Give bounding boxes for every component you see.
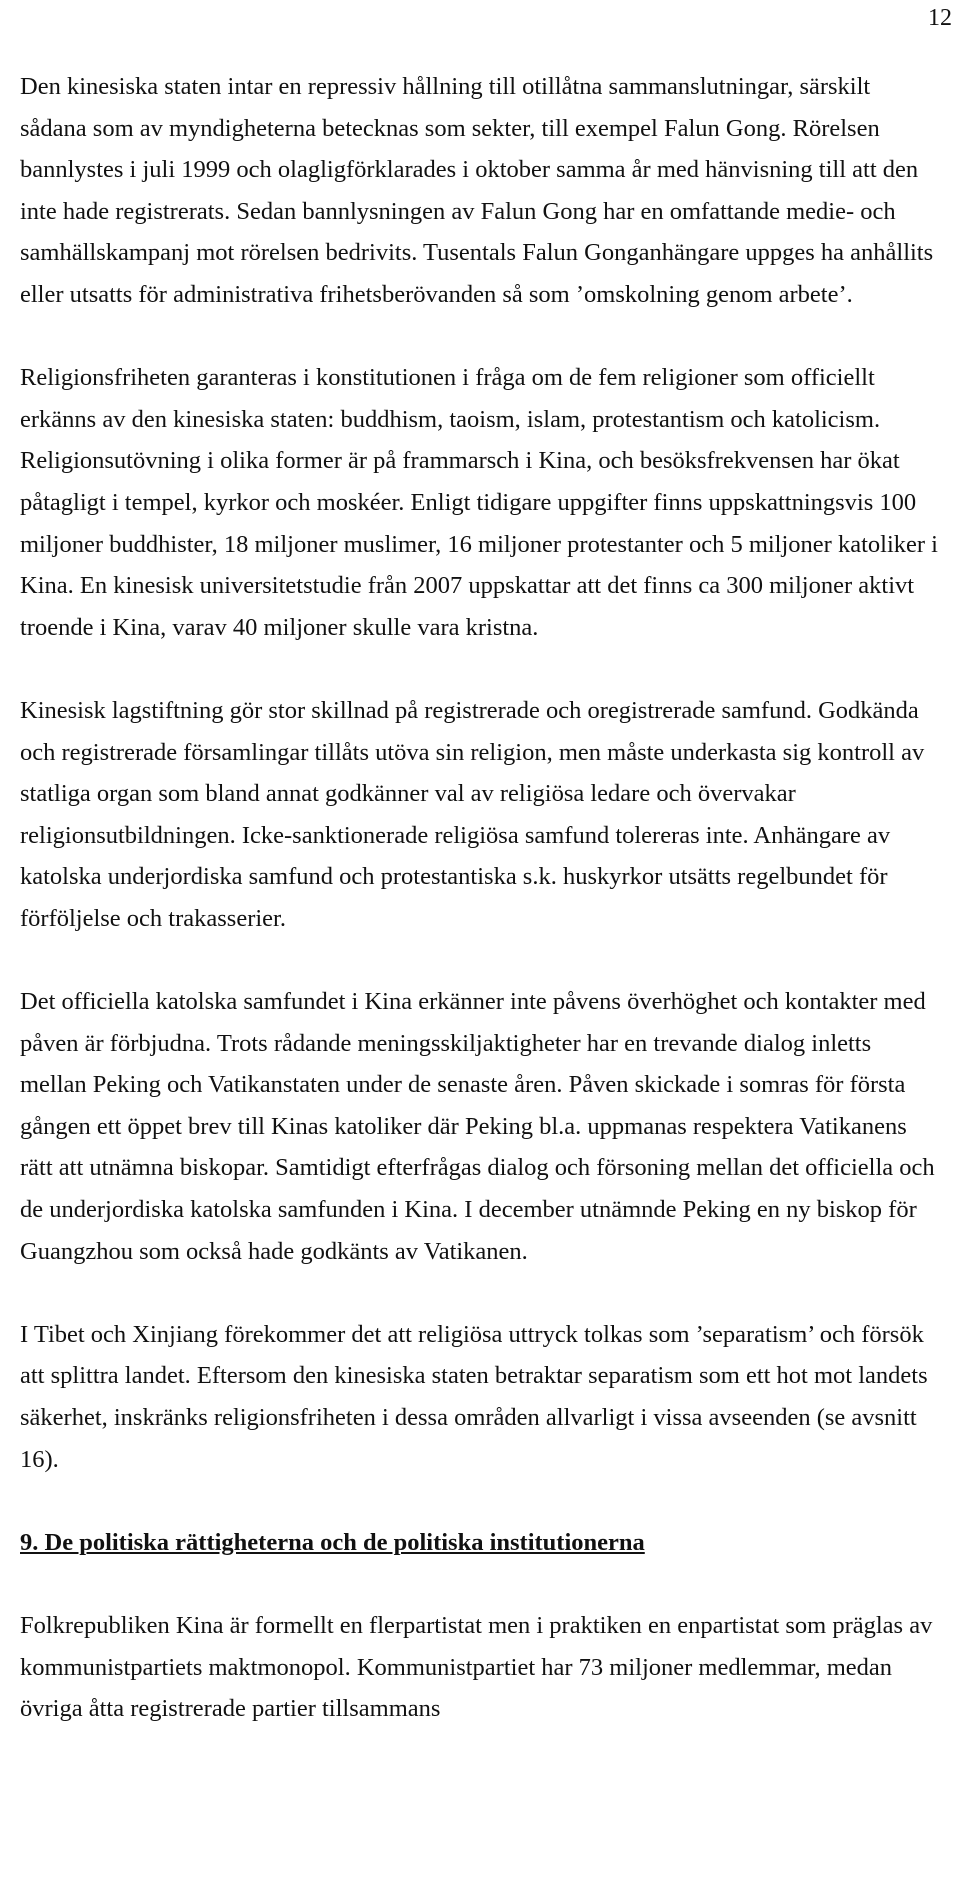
paragraph-political-system: Folkrepubliken Kina är formellt en flerpartistat men i praktiken en enpartistat som präglas av kommunistpartiets maktmonopol. Kommunistpartiet har 73 miljoner medlemmar, medan övriga åtta registrerade partier tillsammans (20, 1611, 933, 1723)
section-heading: 9. De politiska rättigheterna och de politiska institutionerna (20, 1528, 645, 1556)
paragraph-catholic-community: Det officiella katolska samfundet i Kina erkänner inte påvens överhöghet och kontakter med påven är förbjudna. Trots rådande meningsskiljaktigheter har en trevande dialog inletts mellan Peking och Vatikanstaten under de senaste åren. Påven skickade i somras för första gången ett öppet brev till Kinas katoliker där Peking bl.a. uppmanas respektera Vatikanens rätt att utnämna biskopar. Samtidigt efterfrågas dialog och försoning mellan det officiella och de underjordiska katolska samfunden i Kina. I december utnämnde Peking en ny biskop för Guangzhou som också hade godkänts av Vatikanen. (20, 988, 935, 1265)
paragraph-religious-freedom: Religionsfriheten garanteras i konstitutionen i fråga om de fem religioner som officiellt erkänns av den kinesiska staten: buddhism, taoism, islam, protestantism och katolicism. Religionsutövning i olika former är på frammarsch i Kina, och besöksfrekvensen har ökat påtagligt i tempel, kyrkor och moskéer. Enligt tidigare uppgifter finns uppskattningsvis 100 miljoner buddhister, 18 miljoner muslimer, 16 miljoner protestanter och 5 miljoner katoliker i Kina. En kinesisk universitetstudie från 2007 uppskattar att det finns ca 300 miljoner aktivt troende i Kina, varav 40 miljoner skulle vara kristna. (20, 364, 938, 641)
paragraph-tibet-xinjiang: I Tibet och Xinjiang förekommer det att religiösa uttryck tolkas som ’separatism’ och försök att splittra landet. Eftersom den kinesiska staten betraktar separatism som ett hot mot landets säkerhet, inskränks religionsfriheten i dessa områden allvarligt i vissa avseenden (se avsnitt 16). (20, 1320, 928, 1473)
paragraph-registered-communities: Kinesisk lagstiftning gör stor skillnad på registrerade och oregistrerade samfund. Godkända och registrerade församlingar tillåts utöva sin religion, men måste underkasta sig kontroll av statliga organ som bland annat godkänner val av religiösa ledare och övervakar religionsutbildningen. Icke-sanktionerade religiösa samfund tolereras inte. Anhängare av katolska underjordiska samfund och protestantiska s.k. huskyrkor utsätts regelbundet för förföljelse och trakasserier. (20, 696, 925, 932)
paragraph-falun-gong: Den kinesiska staten intar en repressiv hållning till otillåtna sammanslutningar, särskilt sådana som av myndigheterna betecknas som sekter, till exempel Falun Gong. Rörelsen bannlystes i juli 1999 och olagligförklarades i oktober samma år med hänvisning till att den inte hade registrerats. Sedan bannlysningen av Falun Gong har en omfattande medie- och samhällskampanj mot rörelsen bedrivits. Tusentals Falun Gonganhängare uppges ha anhållits eller utsatts för administrativa frihetsberövanden så som ’omskolning genom arbete’. (20, 73, 934, 308)
document-body (20, 66, 938, 1771)
page-number: 12 (928, 5, 952, 31)
